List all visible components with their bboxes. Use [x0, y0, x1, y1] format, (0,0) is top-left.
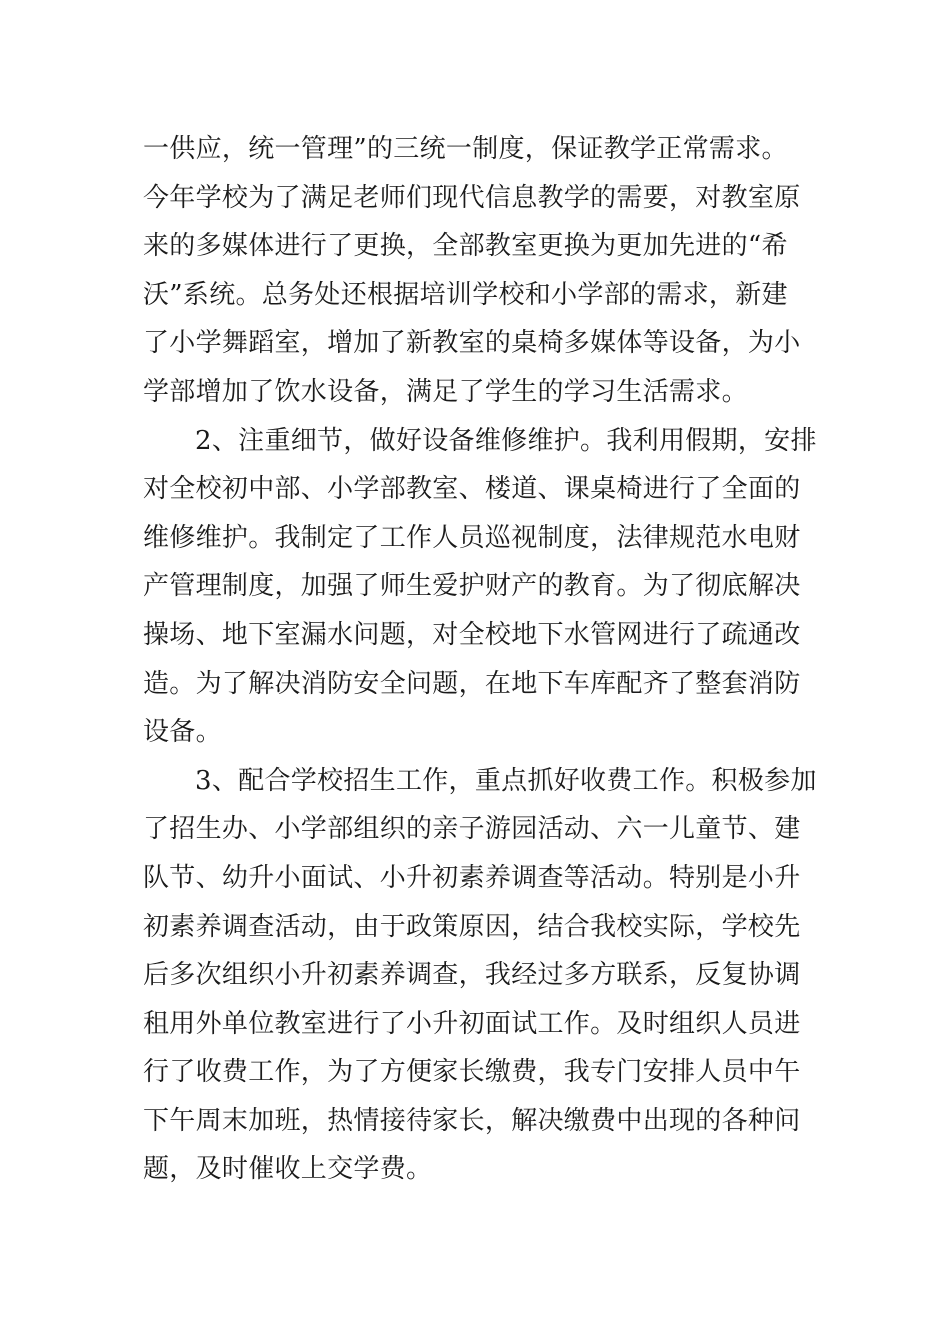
text-line: 产管理制度，加强了师生爱护财产的教育。为了彻底解决: [143, 571, 801, 602]
text-line: 维修维护。我制定了工作人员巡视制度，法律规范水电财: [143, 522, 801, 553]
text-line: 来的多媒体进行了更换，全部教室更换为更加先进的“希: [143, 231, 788, 262]
text-line: 学部增加了饮水设备，满足了学生的学习生活需求。: [143, 376, 748, 407]
text-line: 题，及时催收上交学费。: [143, 1154, 433, 1185]
text-line: 对全校初中部、小学部教室、楼道、课桌椅进行了全面的: [143, 474, 801, 505]
paragraph-start-line: 2、注重细节，做好设备维修维护。我利用假期，安排: [195, 425, 817, 456]
text-line: 了小学舞蹈室，增加了新教室的桌椅多媒体等设备，为小: [143, 328, 801, 359]
text-line: 队节、幼升小面试、小升初素养调查等活动。特别是小升: [143, 862, 801, 893]
text-line: 一供应，统一管理”的三统一制度，保证教学正常需求。: [143, 134, 788, 164]
text-line: 了招生办、小学部组织的亲子游园活动、六一儿童节、建: [143, 814, 801, 845]
text-line: 行了收费工作，为了方便家长缴费，我专门安排人员中午: [143, 1057, 801, 1088]
text-line: 初素养调查活动，由于政策原因，结合我校实际，学校先: [143, 911, 801, 942]
body-text: [143, 125, 817, 1194]
text-line: 沃”系统。总务处还根据培训学校和小学部的需求，新建: [143, 279, 788, 310]
paragraph-start-line: 3、配合学校招生工作，重点抓好收费工作。积极参加: [195, 765, 817, 796]
text-line: 后多次组织小升初素养调查，我经过多方联系，反复协调: [143, 960, 801, 991]
text-line: 造。为了解决消防安全问题，在地下车库配齐了整套消防: [143, 668, 801, 699]
text-line: 今年学校为了满足老师们现代信息教学的需要，对教室原: [143, 182, 801, 213]
text-line: 设备。: [143, 717, 222, 748]
text-line: 租用外单位教室进行了小升初面试工作。及时组织人员进: [143, 1008, 801, 1039]
text-line: 操场、地下室漏水问题，对全校地下水管网进行了疏通改: [143, 619, 801, 650]
text-line: 下午周末加班，热情接待家长，解决缴费中出现的各种问: [143, 1105, 801, 1136]
